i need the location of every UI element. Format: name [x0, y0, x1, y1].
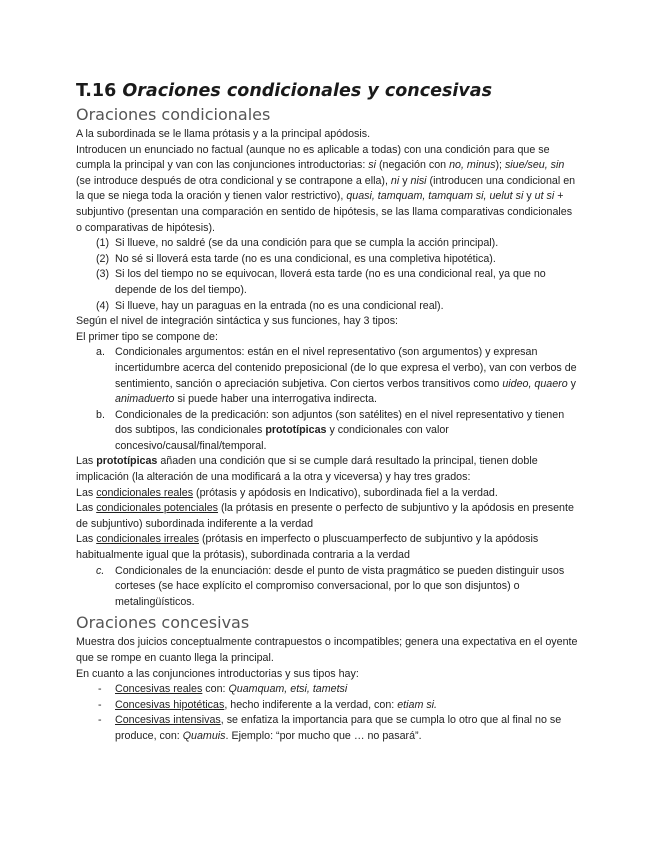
paragraph-prototipicas: Las prototípicas añaden una condición que si se cumple dará resultado la principal, tienen doble implicación (la alteración de una modificará a la otra y viceversa) y hay tres grados:: [76, 455, 538, 484]
paragraph-concesivas-intro: Muestra dos juicios conceptualmente contrapuestos o incompatibles; genera una expectativa en el oyente que se rompe en cuanto llega la principal.: [76, 636, 578, 664]
list-item-c: c. Condicionales de la enunciación: desde el punto de vista pragmático se pueden distinguir usos corteses (se hace explícito el compromiso conversacional, por lo que son disjuntos) o metalingüísticos.: [96, 564, 565, 608]
section-heading-concesivas: Oraciones concesivas: [76, 613, 250, 633]
list-item-concesivas-hipoteticas: - Concesivas hipotéticas, hecho indiferente a la verdad, con: etiam si.: [98, 698, 438, 711]
paragraph-concesivas-tipos: En cuanto a las conjunciones introductorias y sus tipos hay:: [76, 667, 359, 680]
section-heading-condicionales: Oraciones condicionales: [76, 105, 271, 124]
document-page: [76, 80, 580, 745]
example-item: (3) Si los del tiempo no se equivocan, lloverá esta tarde (no es una condicional real, ya que no depende de los del tiempo).: [96, 268, 546, 296]
example-item: (2) No sé si lloverá esta tarde (no es una condicional, es una completiva hipotética).: [96, 252, 496, 265]
paragraph-reales: Las condicionales reales (prótasis y apódosis en Indicativo), subordinada fiel a la verdad.: [76, 486, 498, 499]
paragraph-potenciales: Las condicionales potenciales (la prótasis en presente o perfecto de subjuntivo y la apódosis en presente de subjuntivo) subordinada indiferente a la verdad: [76, 502, 574, 530]
list-item-concesivas-intensivas: - Concesivas intensivas, se enfatiza la importancia para que se cumpla lo otro que al final no se produce, con: Quamuis. Ejemplo: “por mucho que … no pasará”.: [98, 714, 562, 742]
paragraph-conjunciones: Introducen un enunciado no factual (aunque no es aplicable a todas) con una condición para que se cumpla la principal y van con las conjunciones introductorias: si (negación con no, minus); siue/seu, sin (se introduce después de otra condicional y se contrapone a ella), ni y nisi (introducen una condicional en la que se niega toda la oración y tienen valor restrictivo), quasi, tamquam, tamquam si, uelut si y ut si + subjuntivo (presentan una comparación en sentido de hipótesis, se las llama comparativas condicionales o comparativas de hipótesis).: [76, 143, 576, 234]
list-item-a: a. Condicionales argumentos: están en el nivel representativo (son argumentos) y expresan incertidumbre acerca del contenido preposicional (de lo que expresa el verbo), van con verbos de sentimiento, sanción o apreciación subjetiva. Con ciertos verbos transitivos como uideo, quaero y animaduerto si puede haber una interrogativa indirecta.: [96, 346, 577, 406]
example-item: (4) Si llueve, hay un paraguas en la entrada (no es una condicional real).: [96, 299, 444, 312]
paragraph-irreales: Las condicionales irreales (prótasis en imperfecto o pluscuamperfecto de subjuntivo y la apódosis habitualmente igual que la prótasis), subordinada contraria a la verdad: [76, 533, 539, 562]
paragraph-intro: A la subordinada se le llama prótasis y a la principal apódosis.: [76, 128, 371, 140]
page-title: [76, 80, 580, 102]
title-italic: Oraciones condicionales y concesivas: [122, 81, 492, 101]
list-item-b: b. Condicionales de la predicación: son adjuntos (son satélites) en el nivel representativo y tienen dos subtipos, las condicionales prototípicas y condicionales con valor concesivo/causal/final/temporal.: [96, 408, 565, 452]
title-prefix: T.16: [76, 81, 123, 101]
example-item: (1) Si llueve, no saldré (se da una condición para que se cumpla la acción principal).: [96, 237, 499, 250]
paragraph-tipos: Según el nivel de integración sintáctica y sus funciones, hay 3 tipos:: [76, 315, 399, 328]
paragraph-primer-tipo: El primer tipo se compone de:: [76, 330, 218, 343]
list-item-concesivas-reales: - Concesivas reales con: Quamquam, etsi, tametsi: [98, 683, 348, 696]
